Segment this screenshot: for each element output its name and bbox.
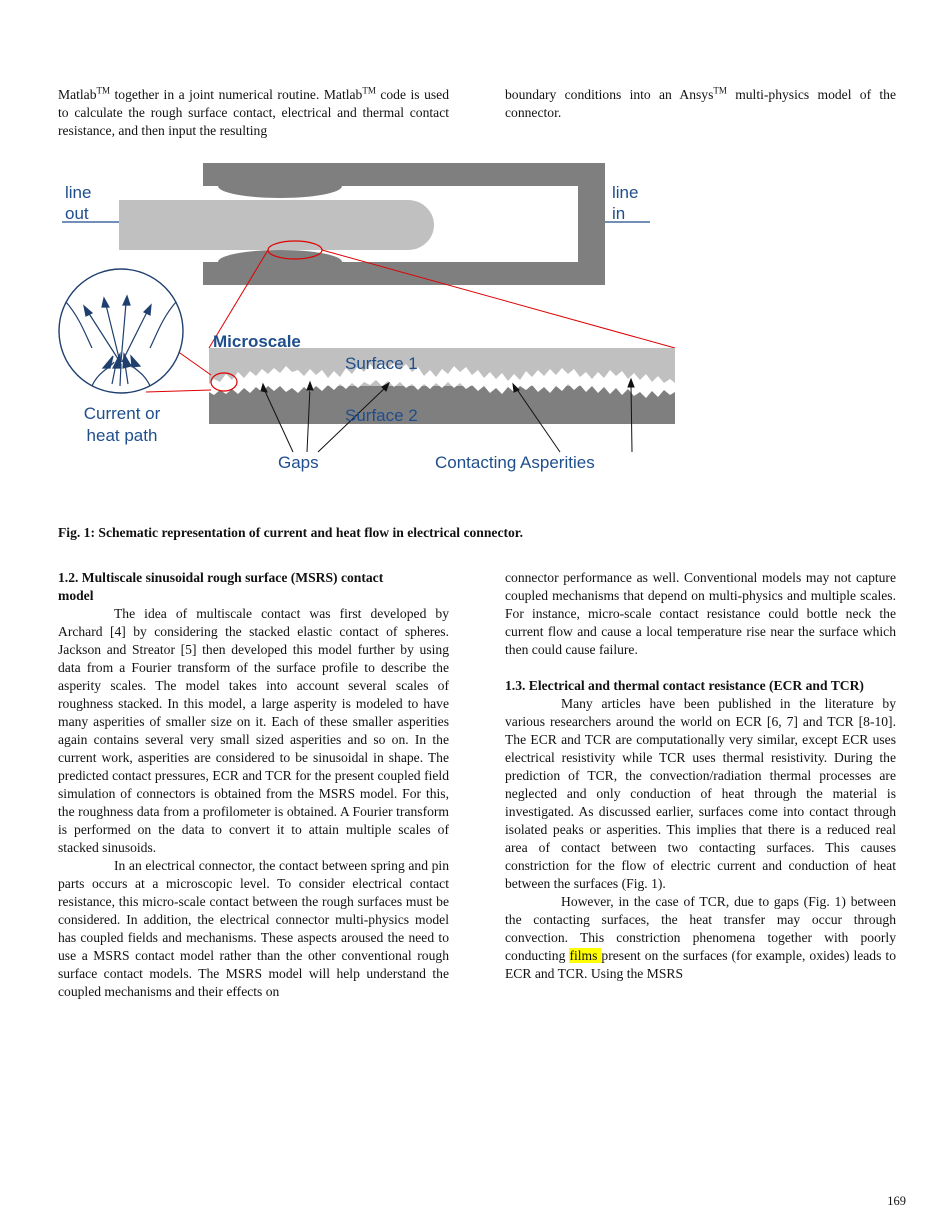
right-continuation-paragraph: connector performance as well. Conventional models may not capture coupled mechanisms that depend on multi-physics and multiple scales. For instance, micro-scale contact resistance could bottle neck the current flow and cause a local temperature rise near the surface which then could cause failure.	[505, 570, 896, 657]
label-microscale: Microscale	[213, 332, 301, 351]
label-surface-1: Surface 1	[345, 354, 418, 373]
figure-1-caption: Fig. 1: Schematic representation of current and heat flow in electrical connector.	[58, 525, 523, 540]
top-left-paragraph: Matlab™ together in a joint numerical routine. Matlab™ code is used to calculate the rough surface contact, electrical and thermal contact resistance, and then input the resulting	[58, 85, 449, 138]
label-surface-2: Surface 2	[345, 406, 418, 425]
spring-bump-bottom	[218, 250, 342, 274]
connector-pin	[119, 200, 434, 250]
section-1-3-paragraph-1: Many articles have been published in the literature by various researchers around the world on ECR [6, 7] and TCR [8-10]. The ECR and TCR are computationally very similar, except ECR uses electrical resistivity while TCR uses thermal resistivity. During the prediction of TCR, the convection/radiation thermal processes are neglected and only conduction of heat through the material is investigated. As discussed earlier, surfaces come into contact through isolated peaks or asperities. This implies that there is a reduced real area of contact between two contacting surfaces. This causes constriction for the flow of electric current and conduction of heat between the surfaces (Fig. 1).	[505, 696, 896, 891]
label-contacting-asperities: Contacting Asperities	[435, 453, 595, 472]
label-current-path-1: Current or	[83, 404, 161, 423]
label-gaps: Gaps	[278, 453, 319, 472]
section-1-3-heading: 1.3. Electrical and thermal contact resistance (ECR and TCR)	[505, 678, 864, 693]
section-1-2-heading: 1.2. Multiscale sinusoidal rough surface (MSRS) contact model	[58, 570, 384, 603]
label-line-out-2: out	[65, 204, 89, 223]
top-right-paragraph: boundary conditions into an Ansys™ multi-physics model of the connector.	[505, 85, 896, 120]
section-1-2-paragraph-1: The idea of multiscale contact was first developed by Archard [4] by considering the stacked elastic contact of spheres. Jackson and Streator [5] then developed this model further by using data from a Fourier transform of the surface profile to describe the asperity scales. The model takes into account several scales of roughness stacked. In this model, a large asperity is modeled to have many asperities of smaller size on it. Each of these smaller asperities again contains several very small sized asperities and so on. In the current work, asperities are considered to be sinusoidal in shape. The predicted contact pressures, ECR and TCR for the present coupled field simulation of connectors is obtained from the MSRS model. For this, the roughness data from a profilometer is obtained. A Fourier transform is performed on the data to convert it to attain multiple scales of stacked sinusoids.	[58, 606, 449, 855]
section-1-3-paragraph-2: However, in the case of TCR, due to gaps (Fig. 1) between the contacting surfaces, the heat transfer may occur through convection. This constriction phenomena together with poorly conducting films present on the surfaces (for example, oxides) leads to ECR and TCR. Using the MSRS	[505, 894, 896, 981]
section-1-2-paragraph-2: In an electrical connector, the contact between spring and pin parts occurs at a microscopic level. To consider electrical contact resistance, this micro-scale contact between the rough surfaces must be considered. In addition, the electrical connector multi-physics model has coupled fields and mechanisms. These aspects aroused the need to use a MSRS contact model rather than the other conventional rough surface contact models. The MSRS model will help understand the coupled mechanisms and their effects on	[58, 858, 449, 999]
right-column	[505, 569, 896, 983]
surface-2-band	[209, 386, 675, 424]
label-line-out-1: line	[65, 183, 92, 202]
highlighted-word: films	[569, 948, 602, 963]
spring-bump-top	[218, 174, 342, 198]
figure-1-schematic	[0, 140, 952, 510]
label-current-path-2: heat path	[86, 426, 158, 445]
label-line-in-1: line	[612, 183, 639, 202]
label-line-in-2: in	[612, 204, 626, 223]
page-number: 169	[887, 1194, 906, 1208]
left-column	[58, 569, 449, 1001]
